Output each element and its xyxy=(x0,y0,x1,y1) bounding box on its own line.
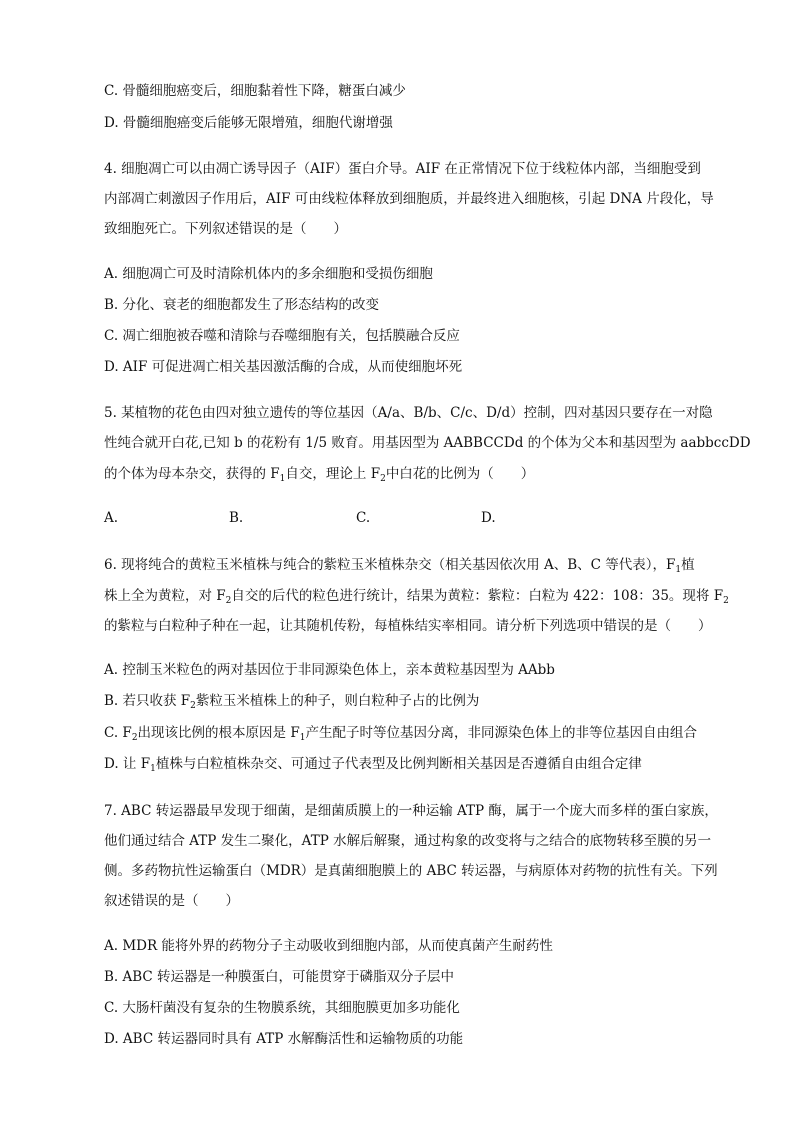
q7-stem-line-2: 他们通过结合 ATP 发生二聚化，ATP 水解后解聚，通过构象的改变将与之结合的底物转移至膜的另一 xyxy=(104,833,712,849)
q4-option-c: C. 凋亡细胞被吞噬和清除与吞噬细胞有关，包括膜融合反应 xyxy=(104,328,460,344)
q6-option-c: C. $F_2$出现该比例的根本原因是 $F_1$产生配子时等位基因分离，非同源染色体上的非等位基因自由组合 xyxy=(104,725,697,743)
q6-option-d: D. 让 $F_1$植株与白粒植株杂交、可通过子代表型及比例判断相关基因是否遵循自由组合定律 xyxy=(104,756,642,774)
q4-option-b: B. 分化、衰老的细胞都发生了形态结构的改变 xyxy=(104,297,380,313)
q3-option-c: C. 骨髓细胞癌变后，细胞黏着性下降，糖蛋白减少 xyxy=(104,83,406,99)
q6-stem-line-1: 6. 现将纯合的黄粒玉米植株与纯合的紫粒玉米植株杂交（相关基因依次用 A、B、C 等代表），$F_1$植 xyxy=(104,557,695,575)
q5-stem-line-2: 性纯合就开白花,已知 b 的花粉有 1/5 败育。用基因型为 AABBCCDd 的个体为父本和基因型为 aabbccDD xyxy=(104,435,751,451)
q4-stem-line-2: 内部凋亡刺激因子作用后，AIF 可由线粒体释放到细胞质，并最终进入细胞核，引起 DNA 片段化，导 xyxy=(104,191,714,207)
q4-stem-line-3: 致细胞死亡。下列叙述错误的是（ ） xyxy=(104,221,347,237)
q7-stem-line-1: 7. ABC 转运器最早发现于细菌，是细菌质膜上的一种运输 ATP 酶，属于一个庞大而多样的蛋白家族， xyxy=(104,803,718,819)
q6-stem-line-2: 株上全为黄粒，对 $F_2$自交的后代的粒色进行统计，结果为黄粒：紫粒：白粒为 422：108：35。现将 $F_2$ xyxy=(104,588,729,606)
q5-stem-line-3: 的个体为母本杂交，获得的 $F_1$自交，理论上 $F_2$中白花的比例为（ ） xyxy=(104,466,535,484)
q7-stem-line-4: 叙述错误的是（ ） xyxy=(104,893,239,909)
q5-choice-b: B. xyxy=(229,510,244,526)
q5-choice-c: C. xyxy=(356,510,371,526)
q5-choice-a: A. xyxy=(104,510,119,526)
q7-stem-line-3: 侧。多药物抗性运输蛋白（MDR）是真菌细胞膜上的 ABC 转运器，与病原体对药物的抗性有关。下列 xyxy=(104,863,718,879)
q4-stem-line-1: 4. 细胞凋亡可以由凋亡诱导因子（AIF）蛋白介导。AIF 在正常情况下位于线粒体内部，当细胞受到 xyxy=(104,161,701,177)
q4-option-d: D. AIF 可促进凋亡相关基因激活酶的合成，从而使细胞坏死 xyxy=(104,359,463,375)
q4-option-a: A. 细胞凋亡可及时清除机体内的多余细胞和受损伤细胞 xyxy=(104,266,433,282)
q5-stem-line-1: 5. 某植物的花色由四对独立遗传的等位基因（A/a、B/b、C/c、D/d）控制，四对基因只要存在一对隐 xyxy=(104,405,713,421)
q3-option-d: D. 骨髓细胞癌变后能够无限增殖，细胞代谢增强 xyxy=(104,115,393,131)
q6-option-b: B. 若只收获 $F_2$紫粒玉米植株上的种子，则白粒种子占的比例为 xyxy=(104,693,480,711)
q6-stem-line-3: 的紫粒与白粒种子种在一起，让其随机传粉，每植株结实率相同。请分析下列选项中错误的是（ ） xyxy=(104,618,712,634)
q5-choices xyxy=(104,510,726,530)
q7-option-b: B. ABC 转运器是一种膜蛋白，可能贯穿于磷脂双分子层中 xyxy=(104,969,455,985)
q6-option-a: A. 控制玉米粒色的两对基因位于非同源染色体上，亲本黄粒基因型为 AAbb xyxy=(104,662,555,678)
q7-option-c: C. 大肠杆菌没有复杂的生物膜系统，其细胞膜更加多功能化 xyxy=(104,1000,460,1016)
q5-choice-d: D. xyxy=(481,510,496,526)
q7-option-a: A. MDR 能将外界的药物分子主动吸收到细胞内部，从而使真菌产生耐药性 xyxy=(104,938,553,954)
q7-option-d: D. ABC 转运器同时具有 ATP 水解酶活性和运输物质的功能 xyxy=(104,1031,464,1047)
